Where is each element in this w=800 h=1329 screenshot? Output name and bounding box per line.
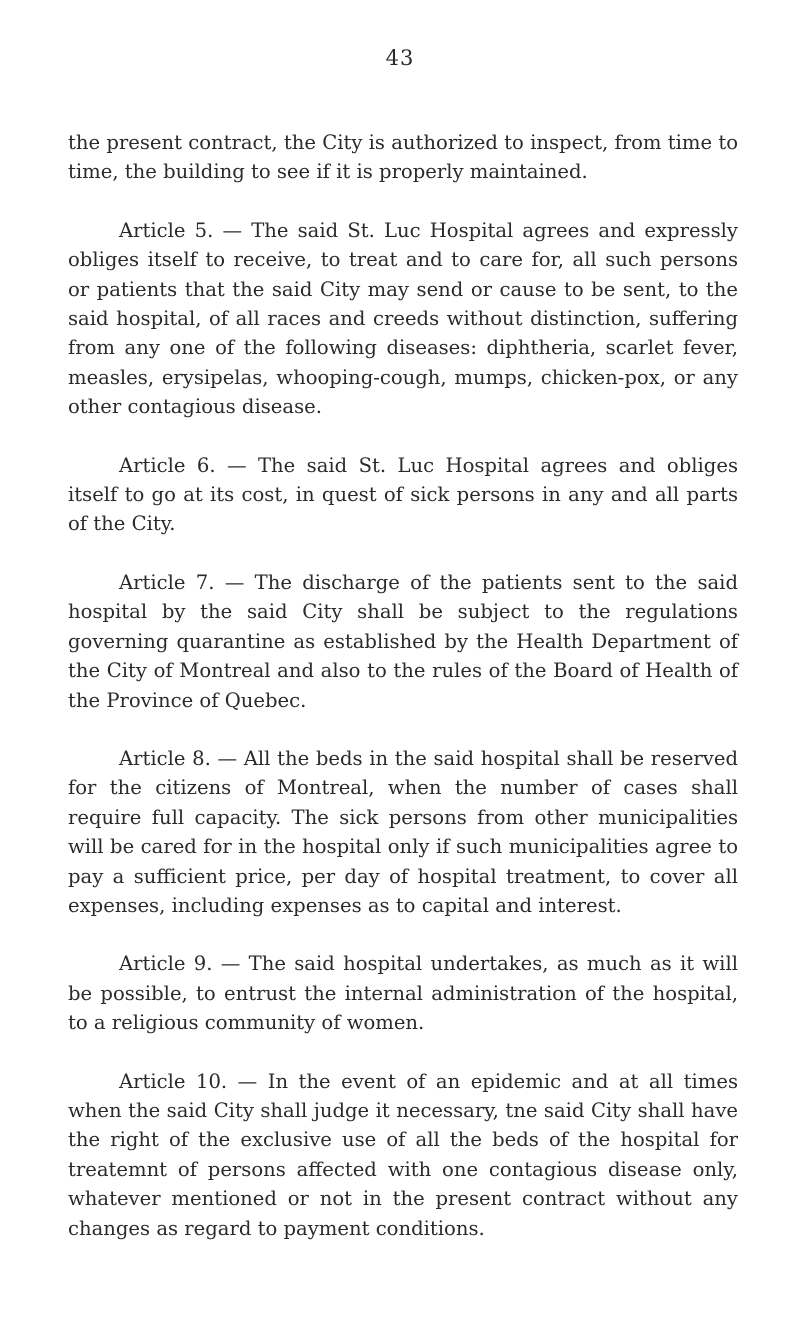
paragraph-article-9: Article 9. — The said hospital undertakes, as much as it will be possible, to entrust the internal administration of the hospital, to a religious community of women. <box>68 952 738 1035</box>
paragraph-article-6: Article 6. — The said St. Luc Hospital agrees and obliges itself to go at its cost, in quest of sick persons in any and all parts of the City. <box>68 453 738 536</box>
paragraph-article-8: Article 8. — All the beds in the said hospital shall be reserved for the citizens of Montreal, when the number of cases shall require full capacity. The sick persons from other municipalities will be cared for in the hospital only if such municipalities agree to pay a sufficient price, per day of hospital treatment, to cover all expenses, including expenses as to capital and interest. <box>68 746 738 917</box>
paragraph-continuation: the present contract, the City is authorized to inspect, from time to time, the building to see if it is properly maintained. <box>68 131 738 184</box>
body-text <box>68 128 738 1243</box>
paragraph-article-7: Article 7. — The discharge of the patients sent to the said hospital by the said City shall be subject to the regulations governing quarantine as established by the Health Department of the City of Montreal and also to the rules of the Board of Health of the Province of Quebec. <box>68 570 738 712</box>
paragraph-article-5: Article 5. — The said St. Luc Hospital agrees and expressly obliges itself to receive, to treat and to care for, all such persons or patients that the said City may send or cause to be sent, to the said hospital, of all races and creeds without distinction, suffering from any one of the following diseases: diphtheria, scarlet fever, measles, erysipelas, whooping-cough, mumps, chicken-pox, or any other contagious disease. <box>68 218 738 419</box>
page-number: 43 <box>385 46 415 70</box>
paragraph-article-10: Article 10. — In the event of an epidemic and at all times when the said City shall judge it necessary, tne said City shall have the right of the exclusive use of all the beds of the hospital for treatemnt of persons affected with one contagious disease only, whatever mentioned or not in the present contract without any changes as regard to payment conditions. <box>68 1069 738 1240</box>
